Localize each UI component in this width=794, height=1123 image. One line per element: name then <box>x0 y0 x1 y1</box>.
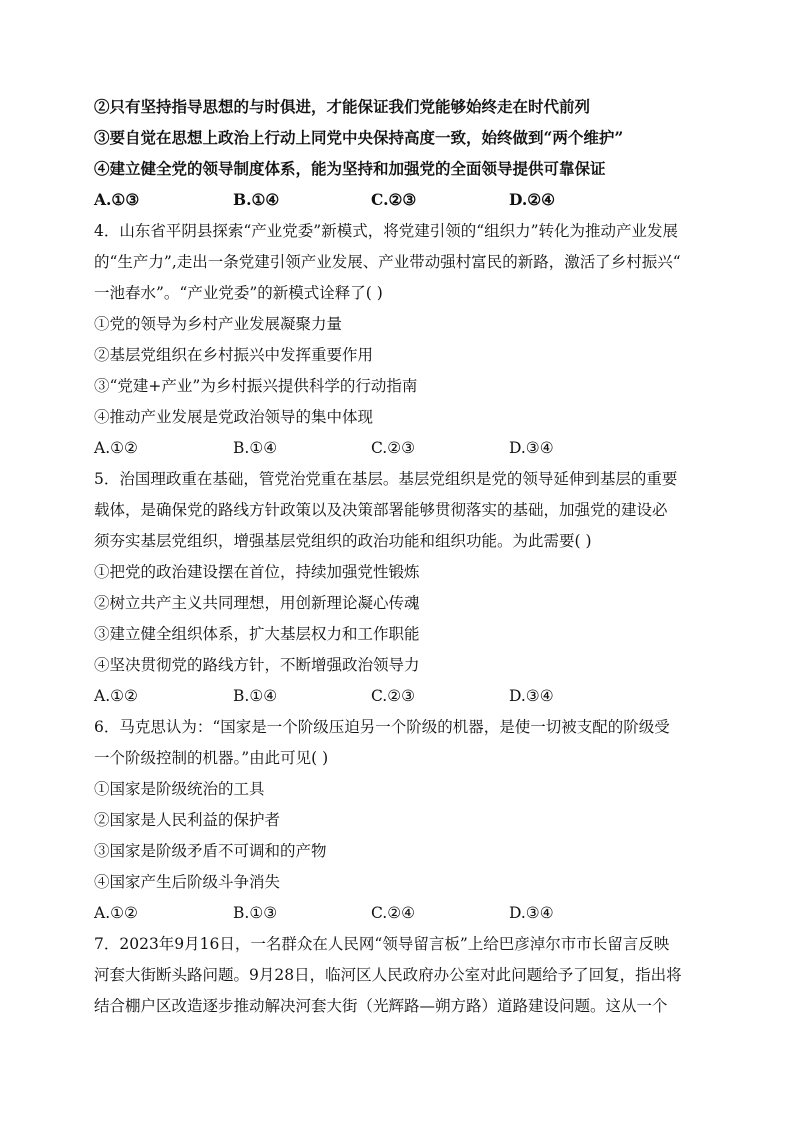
q3-statement-4: ④建立健全党的领导制度体系，能为坚持和加强党的全面领导提供可靠保证 <box>94 159 606 178</box>
q7-stem-line-2: 河套大街断头路问题。9月28日，临河区人民政府办公室对此问题给予了回复，指出将 <box>94 966 682 984</box>
q5-option-a: A.①② <box>94 687 138 705</box>
q5-option-b: B.①④ <box>233 687 278 705</box>
q7-stem-line-3: 结合棚户区改造逐步推动解决河套大街（光辉路—朔方路）道路建设问题。这从一个 <box>94 997 668 1015</box>
q4-stem-line-1: 4．山东省平阴县探索“产业党委”新模式，将党建引领的“组织力”转化为推动产业发展 <box>94 222 679 240</box>
q4-options <box>94 438 704 458</box>
q3-option-c: C.②③ <box>371 190 417 209</box>
q4-option-c: C.②③ <box>371 439 416 457</box>
q5-options <box>94 686 704 706</box>
q5-stem-line-1: 5．治国理政重在基础，管党治党重在基层。基层党组织是党的领导延伸到基层的重要 <box>94 470 678 488</box>
q4-statement-2: ②基层党组织在乡村振兴中发挥重要作用 <box>94 346 374 364</box>
q3-statement-2: ②只有坚持指导思想的与时俱进，才能保证我们党能够始终走在时代前列 <box>94 97 591 116</box>
q5-stem-line-3: 须夯实基层党组织，增强基层党组织的政治功能和组织功能。为此需要( ) <box>94 532 592 550</box>
q6-statement-2: ②国家是人民利益的保护者 <box>94 811 281 829</box>
q3-statement-3: ③要自觉在思想上政治上行动上同党中央保持高度一致，始终做到“两个维护” <box>94 128 624 147</box>
q6-option-c: C.②④ <box>371 904 416 922</box>
q6-stem-line-2: 一个阶级控制的机器。”由此可见( ) <box>94 749 329 767</box>
q6-statement-4: ④国家产生后阶级斗争消失 <box>94 873 281 891</box>
q5-statement-1: ①把党的政治建设摆在首位，持续加强党性锻炼 <box>94 563 420 581</box>
q4-statement-3: ③“党建+产业”为乡村振兴提供科学的行动指南 <box>94 377 418 395</box>
q5-stem-line-2: 载体，是确保党的路线方针政策以及决策部署能够贯彻落实的基础，加强党的建设必 <box>94 501 668 519</box>
q6-option-a: A.①② <box>94 904 138 922</box>
q4-option-a: A.①② <box>94 439 138 457</box>
q5-option-c: C.②③ <box>371 687 416 705</box>
q4-stem-line-3: 一池春水”。“产业党委”的新模式诠释了( ) <box>94 284 383 302</box>
q3-option-a: A.①③ <box>94 190 140 209</box>
q6-options <box>94 903 704 923</box>
q3-options <box>94 190 704 210</box>
q3-option-b: B.①④ <box>233 190 280 209</box>
q4-statement-1: ①党的领导为乡村产业发展凝聚力量 <box>94 315 343 333</box>
q4-stem-line-2: 的“生产力”,走出一条党建引领产业发展、产业带动强村富民的新路，激活了乡村振兴“ <box>94 253 681 271</box>
q5-statement-4: ④坚决贯彻党的路线方针，不断增强政治领导力 <box>94 656 420 674</box>
q5-statement-3: ③建立健全组织体系，扩大基层权力和工作职能 <box>94 625 420 643</box>
q3-option-d: D.②④ <box>509 190 556 209</box>
q4-statement-4: ④推动产业发展是党政治领导的集中体现 <box>94 408 374 426</box>
q6-option-d: D.③④ <box>509 904 554 922</box>
q6-statement-3: ③国家是阶级矛盾不可调和的产物 <box>94 842 327 860</box>
q6-option-b: B.①③ <box>233 904 278 922</box>
q6-statement-1: ①国家是阶级统治的工具 <box>94 780 265 798</box>
q4-option-b: B.①④ <box>233 439 278 457</box>
q4-option-d: D.③④ <box>509 439 554 457</box>
q7-stem-line-1: 7．2023年9月16日，一名群众在人民网“领导留言板”上给巴彦淖尔市市长留言反映 <box>94 935 670 953</box>
q5-statement-2: ②树立共产主义共同理想，用创新理论凝心传魂 <box>94 594 420 612</box>
q6-stem-line-1: 6．马克思认为：“国家是一个阶级压迫另一个阶级的机器，是使一切被支配的阶级受 <box>94 718 670 736</box>
q5-option-d: D.③④ <box>509 687 554 705</box>
